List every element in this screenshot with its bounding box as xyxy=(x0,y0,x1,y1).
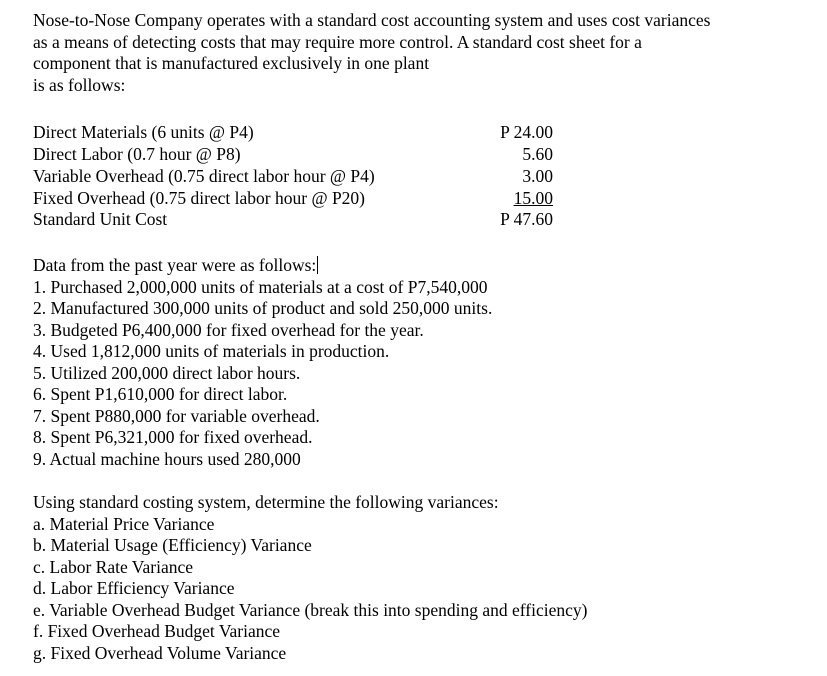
variance-item: d. Labor Efficiency Variance xyxy=(33,578,235,598)
cost-amount: 3.00 xyxy=(522,166,553,186)
intro-line: is as follows: xyxy=(33,74,126,95)
variance-requirements xyxy=(33,492,587,664)
cost-label: Direct Labor (0.7 hour @ P8) xyxy=(33,144,241,164)
cost-amount: P 24.00 xyxy=(500,122,553,142)
variance-item: c. Labor Rate Variance xyxy=(33,556,194,577)
cost-label: Direct Materials (6 units @ P4) xyxy=(33,122,254,142)
intro-line: as a means of detecting costs that may require more control. A standard cost sheet for a xyxy=(33,31,642,52)
cost-amount: 5.60 xyxy=(522,144,553,164)
intro-paragraph xyxy=(33,10,813,96)
cost-total: P 47.60 xyxy=(500,209,553,229)
variance-item: e. Variable Overhead Budget Variance (break this into spending and efficiency) xyxy=(33,599,588,620)
cost-row-variable-overhead xyxy=(33,165,553,187)
data-item: 9. Actual machine hours used 280,000 xyxy=(33,448,301,469)
cost-row-fixed-overhead xyxy=(33,187,553,209)
cost-amount: 15.00 xyxy=(513,188,553,208)
cost-label: Variable Overhead (0.75 direct labor hour @ P4) xyxy=(33,166,375,186)
data-item: 1. Purchased 2,000,000 units of materials at a cost of P7,540,000 xyxy=(33,276,488,297)
variance-item: g. Fixed Overhead Volume Variance xyxy=(33,642,287,663)
data-item: 6. Spent P1,610,000 for direct labor. xyxy=(33,384,288,404)
cost-label: Standard Unit Cost xyxy=(33,209,168,229)
data-heading: Data from the past year were as follows: xyxy=(33,255,317,275)
data-item: 3. Budgeted P6,400,000 for fixed overhead for the year. xyxy=(33,319,424,340)
data-item: 2. Manufactured 300,000 units of product and sold 250,000 units. xyxy=(33,298,493,318)
cost-row-standard-unit-cost xyxy=(33,208,553,230)
intro-line: Nose-to-Nose Company operates with a standard cost accounting system and uses cost variances xyxy=(33,10,711,30)
variance-item: a. Material Price Variance xyxy=(33,513,215,534)
data-item: 8. Spent P6,321,000 for fixed overhead. xyxy=(33,427,313,447)
text-cursor xyxy=(317,256,318,274)
cost-label: Fixed Overhead (0.75 direct labor hour @ P20) xyxy=(33,188,366,208)
cost-row-direct-labor xyxy=(33,143,553,165)
intro-line: component that is manufactured exclusively in one plant xyxy=(33,53,430,73)
data-item: 4. Used 1,812,000 units of materials in production. xyxy=(33,341,390,361)
data-heading-line xyxy=(33,255,492,277)
past-year-data xyxy=(33,255,492,470)
variance-heading: Using standard costing system, determine the following variances: xyxy=(33,492,499,512)
variance-item: b. Material Usage (Efficiency) Variance xyxy=(33,535,312,555)
data-item: 7. Spent P880,000 for variable overhead. xyxy=(33,405,320,426)
cost-row-direct-materials xyxy=(33,121,553,143)
data-item: 5. Utilized 200,000 direct labor hours. xyxy=(33,362,301,383)
variance-item: f. Fixed Overhead Budget Variance xyxy=(33,621,281,641)
